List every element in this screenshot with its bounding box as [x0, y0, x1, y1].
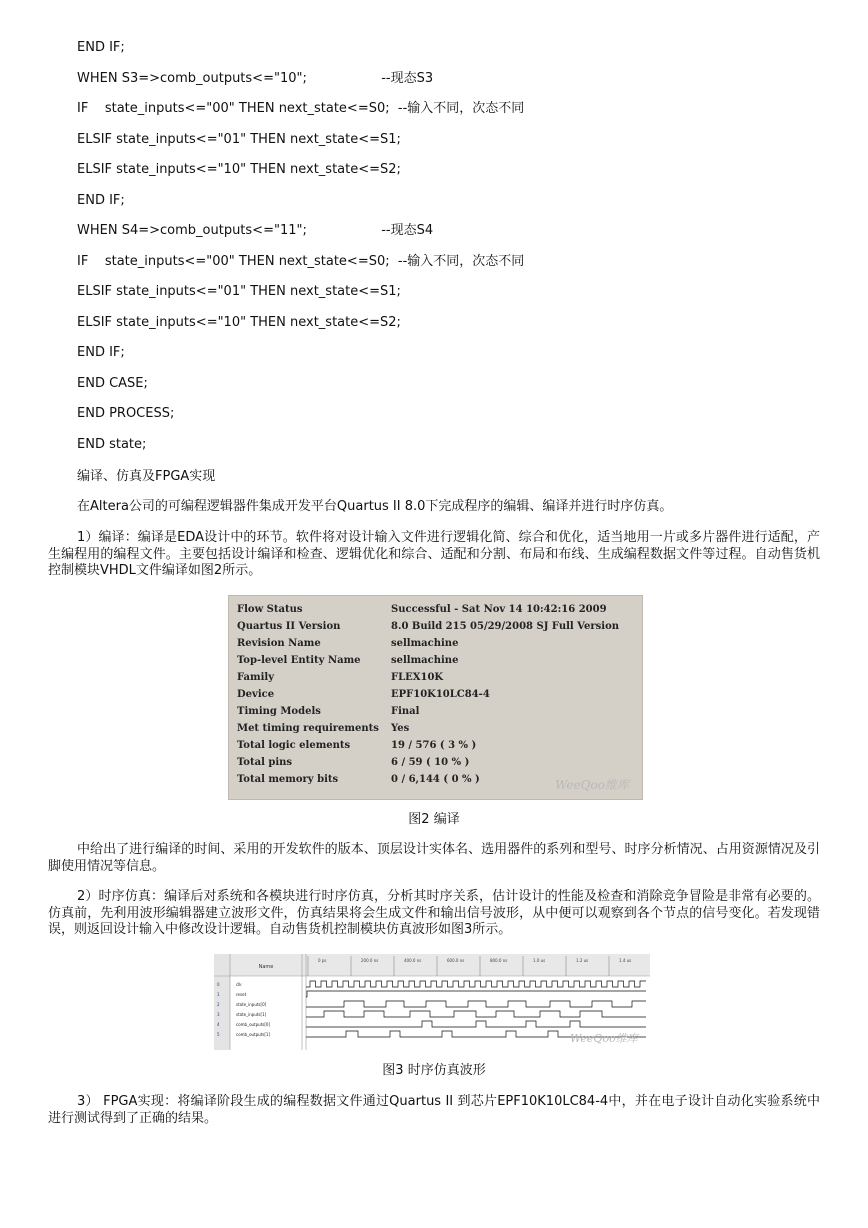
time-tick-label: 0 ps: [318, 958, 327, 963]
code-line: ELSIF state_inputs<="01" THEN next_state<=S1;: [77, 131, 401, 147]
figure2-caption: 图2 编译: [408, 812, 460, 827]
watermark: WeeQoo维库: [555, 778, 629, 792]
time-tick-label: 800.0 ns: [490, 958, 508, 963]
report-key: Device: [237, 689, 275, 700]
time-tick-label: 1.0 us: [533, 958, 546, 963]
compile-info-paragraph: 中给出了进行编译的时间、采用的开发软件的版本、顶层设计实体名、选用器件的系列和型号、时序分析情况、占用资源情况及引脚使用情况等信息。: [48, 842, 820, 874]
report-value: 19 / 576 ( 3 % ): [391, 740, 477, 751]
code-line: END CASE;: [77, 375, 148, 391]
report-value: Successful - Sat Nov 14 10:42:16 2009: [391, 604, 607, 615]
time-tick-label: 1.2 us: [576, 958, 589, 963]
watermark: WeeQoo维库: [570, 1032, 638, 1045]
report-key: Flow Status: [237, 604, 303, 615]
report-key: Quartus II Version: [237, 621, 341, 632]
signal-id: 4: [217, 1022, 220, 1027]
signal-id: 3: [217, 1012, 220, 1017]
compile-paragraph: 1）编译：编译是EDA设计中的环节。软件将对设计输入文件进行逻辑化简、综合和优化，适当地用一片或多片器件进行适配，产生编程用的编程文件。主要包括设计编译和检查、逻辑优化和综合、适配和分割、布局和布线、生成编程数据文件等过程。自动售货机控制模块VHDL文件编译如图2所示。: [48, 530, 820, 578]
report-value: Yes: [391, 723, 410, 734]
signal-name: comb_outputs[0]: [236, 1022, 271, 1027]
report-key: Met timing requirements: [237, 723, 379, 734]
report-value: FLEX10K: [391, 672, 444, 683]
report-value: 0 / 6,144 ( 0 % ): [391, 774, 480, 785]
time-tick-label: 400.0 ns: [404, 958, 422, 963]
code-line: END state;: [77, 436, 147, 452]
report-key: Top-level Entity Name: [237, 655, 361, 666]
code-line: END IF;: [77, 40, 125, 55]
report-key: Total memory bits: [237, 774, 339, 785]
time-tick-label: 200.0 ns: [361, 958, 379, 963]
signal-id: 2: [217, 1002, 220, 1007]
fpga-paragraph: 3） FPGA实现：将编译阶段生成的编程数据文件通过Quartus II 到芯片EPF10K10LC84-4中，并在电子设计自动化实验系统中进行测试得到了正确的结果。: [48, 1094, 820, 1126]
code-line: WHEN S4=>comb_outputs<="11"; --现态S4: [77, 223, 434, 238]
report-value: Final: [391, 706, 420, 717]
signal-name: reset: [236, 992, 247, 997]
signal-name: clk: [236, 982, 242, 987]
compile-report-figure: [228, 595, 643, 800]
report-key: Total pins: [237, 757, 293, 768]
intro-paragraph: 在Altera公司的可编程逻辑器件集成开发平台Quartus II 8.0下完成程序的编辑、编译并进行时序仿真。: [77, 499, 673, 514]
report-key: Total logic elements: [237, 740, 351, 751]
code-line: END PROCESS;: [77, 406, 175, 421]
code-line: END IF;: [77, 192, 125, 208]
report-value: sellmachine: [391, 655, 459, 666]
code-line: END IF;: [77, 345, 125, 360]
report-value: 6 / 59 ( 10 % ): [391, 757, 470, 768]
signal-id: 0: [217, 982, 220, 987]
report-key: Timing Models: [237, 706, 321, 717]
signal-name: state_inputs[1]: [236, 1012, 267, 1017]
signal-name: state_inputs[0]: [236, 1002, 267, 1007]
code-line: ELSIF state_inputs<="10" THEN next_state<=S2;: [77, 314, 401, 330]
wave-header-label: Name: [258, 964, 274, 970]
time-tick-label: 600.0 ns: [447, 958, 465, 963]
report-key: Revision Name: [237, 638, 321, 649]
report-value: sellmachine: [391, 638, 459, 649]
signal-id: 5: [217, 1032, 220, 1037]
code-line: WHEN S3=>comb_outputs<="10"; --现态S3: [77, 70, 434, 86]
time-tick-label: 1.4 us: [619, 958, 632, 963]
signal-id: 1: [217, 992, 220, 997]
section-heading: 编译、仿真及FPGA实现: [77, 469, 216, 484]
report-value: 8.0 Build 215 05/29/2008 SJ Full Version: [391, 621, 620, 632]
simulation-paragraph: 2）时序仿真：编译后对系统和各模块进行时序仿真，分析其时序关系，估计设计的性能及检查和消除竞争冒险是非常有必要的。仿真前，先利用波形编辑器建立波形文件，仿真结果将会生成文件和输出信号波形，从中便可以观察到各个节点的信号变化。若发现错误，则返回设计输入中修改设计逻辑。自动售货机控制模块仿真波形如图3所示。: [48, 889, 820, 937]
code-line: ELSIF state_inputs<="01" THEN next_state<=S1;: [77, 284, 401, 299]
signal-name: comb_outputs[1]: [236, 1032, 271, 1037]
code-line: IF state_inputs<="00" THEN next_state<=S0; --输入不同，次态不同: [77, 253, 525, 269]
code-line: ELSIF state_inputs<="10" THEN next_state<=S2;: [77, 162, 401, 177]
waveform-figure: [214, 954, 650, 1050]
code-line: IF state_inputs<="00" THEN next_state<=S0; --输入不同，次态不同: [77, 101, 525, 116]
report-key: Family: [237, 672, 275, 683]
report-value: EPF10K10LC84-4: [391, 689, 490, 700]
figure3-caption: 图3 时序仿真波形: [382, 1063, 486, 1078]
